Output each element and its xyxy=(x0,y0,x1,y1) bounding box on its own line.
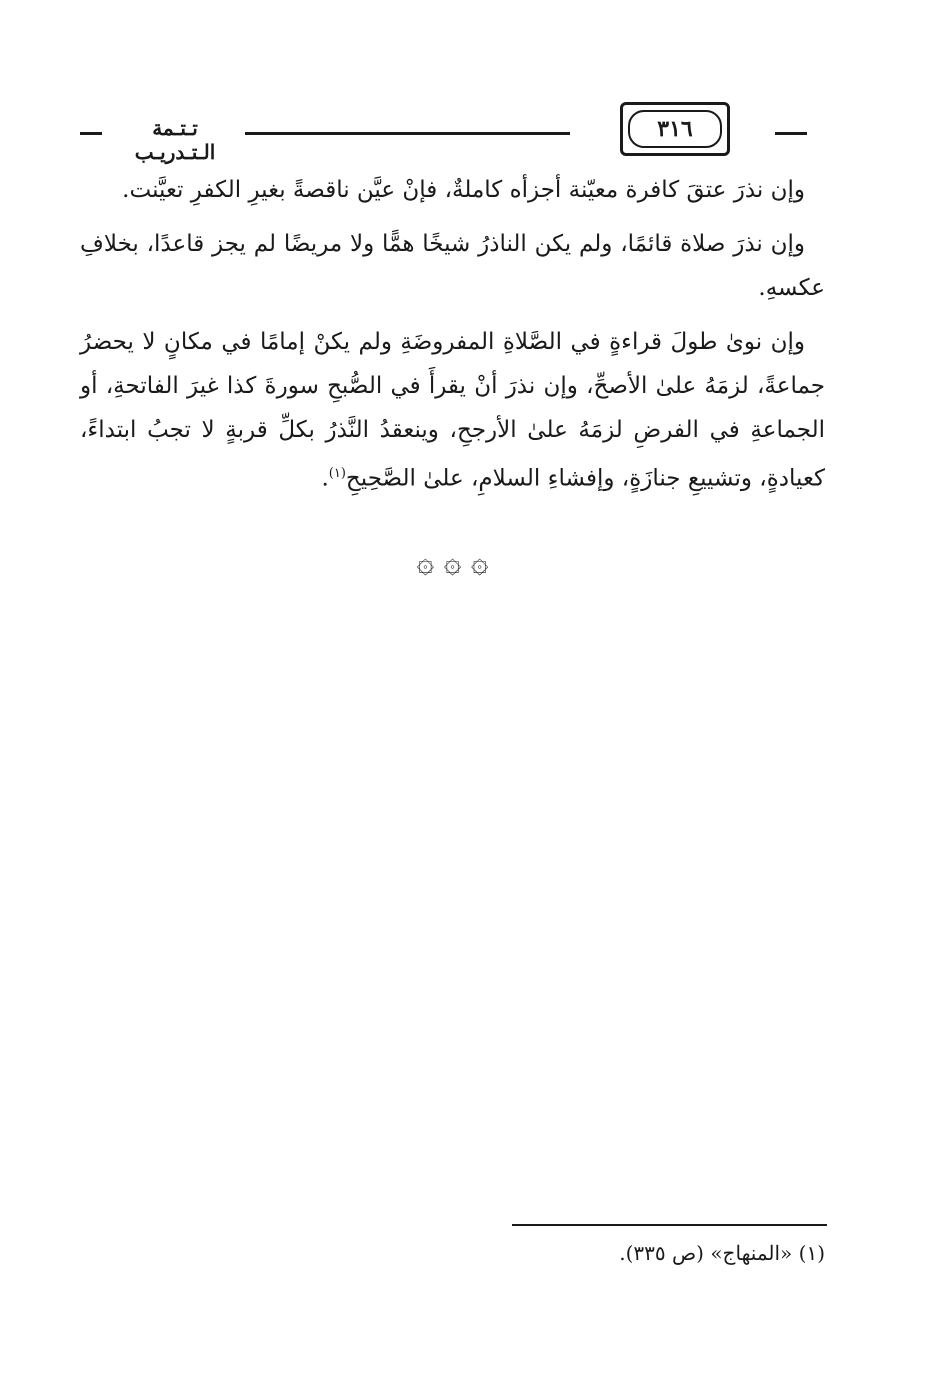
header-rule-right xyxy=(775,132,807,135)
footnote-marker: (١) xyxy=(328,466,346,481)
paragraph-1: وإن نذرَ عتقَ كافرة معيّنة أجزأه كاملةٌ، فإنْ عيَّن ناقصةً بغيرِ الكفرِ تعيَّنت. xyxy=(122,177,805,203)
footnote-rule xyxy=(512,1224,827,1226)
header-rule-middle xyxy=(245,132,570,135)
paragraph-2: وإن نذرَ صلاة قائمًا، ولم يكن الناذرُ شيخًا همًّا ولا مريضًا لم يجز قاعدًا، بخلافِ عكسهِ. xyxy=(80,231,825,301)
main-text xyxy=(80,168,825,511)
page-header xyxy=(80,96,825,164)
paragraph-3 xyxy=(80,320,825,501)
page-number: ٣١٦ xyxy=(628,110,722,148)
paragraph-3-end: . xyxy=(321,465,329,492)
section-divider-ornaments: ۞ ۞ ۞ xyxy=(416,545,489,580)
paragraph-3-text: وإن نوىٰ طولَ قراءةٍ في الصَّلاةِ المفروضَةِ ولم يكنْ إمامًا في مكانٍ لا يحضرُ جماعةً، لزمَهُ علىٰ الأصحِّ، وإن نذرَ أنْ يقرأَ في الصُّبحِ سورةَ كذا غيرَ الفاتحةِ، أو الجماعةِ في الفرضِ لزمَهُ علىٰ الأرجحِ، وينعقدُ النَّذرُ بكلِّ قربةٍ لا تجبُ ابتداءً، كعيادةٍ، وتشييعِ جنازَةٍ، وإفشاءِ السلامِ، علىٰ الصَّحِيحِ xyxy=(80,329,825,492)
running-title: تـتـمة الـتـدريـب xyxy=(134,116,216,164)
footnote: (١) «المنهاج» (ص ٣٣٥). xyxy=(619,1241,825,1265)
header-rule-left xyxy=(80,132,102,135)
